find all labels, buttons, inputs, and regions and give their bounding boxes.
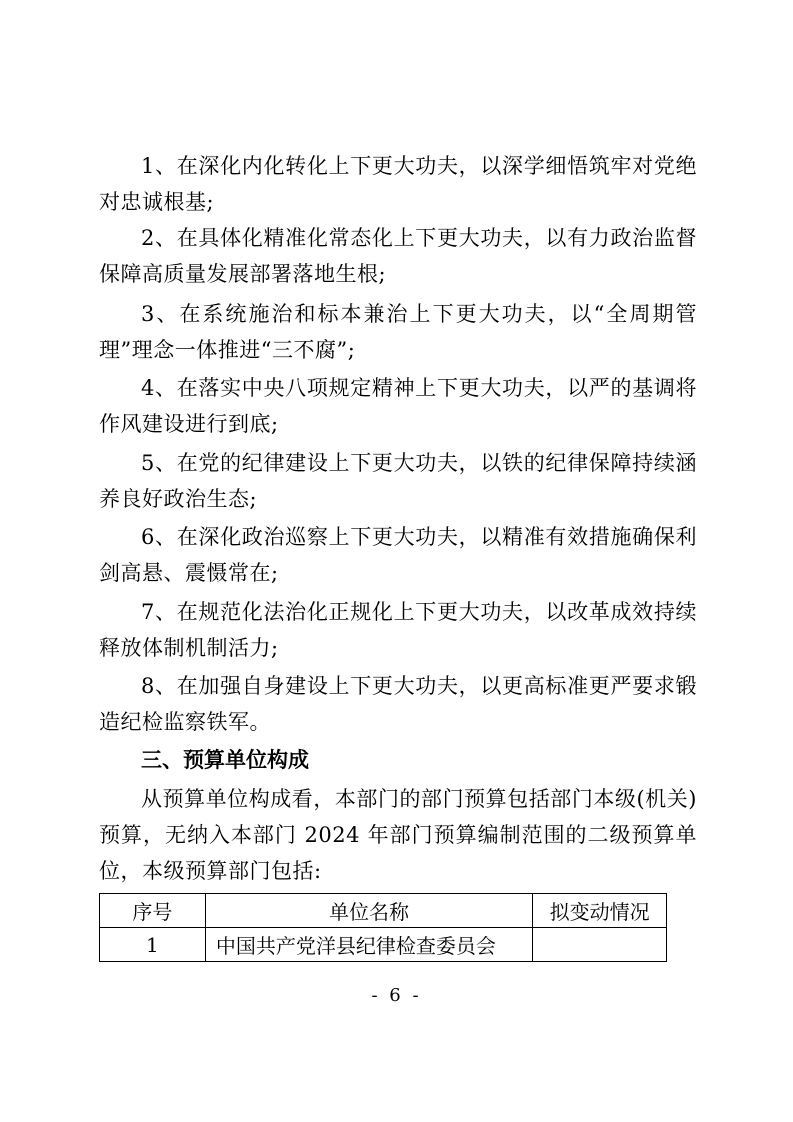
cell-unit-name: 中国共产党洋县纪律检查委员会 — [205, 928, 532, 962]
list-item-4: 4、在落实中央八项规定精神上下更大功夫，以严的基调将作风建设进行到底; — [99, 376, 697, 436]
table-row — [100, 928, 667, 962]
page-number: - 6 - — [371, 985, 422, 1006]
section-heading: 三、预算单位构成 — [141, 747, 309, 772]
budget-units-table — [99, 893, 667, 962]
list-item-5: 5、在党的纪律建设上下更大功夫，以铁的纪律保障持续涵养良好政治生态; — [99, 451, 697, 511]
cell-change-status — [533, 928, 667, 962]
list-item-1: 1、在深化内化转化上下更大功夫，以深学细悟筑牢对党绝对忠诚根基; — [99, 154, 697, 214]
header-unit-name: 单位名称 — [205, 894, 532, 928]
header-serial: 序号 — [100, 894, 206, 928]
section-body: 从预算单位构成看，本部门的部门预算包括部门本级(机关)预算，无纳入本部门 2024 年部门预算编制范围的二级预算单位，本级预算部门包括: — [99, 787, 697, 883]
list-item-2: 2、在具体化精准化常态化上下更大功夫，以有力政治监督保障高质量发展部署落地生根; — [99, 226, 697, 286]
list-item-3: 3、在系统施治和标本兼治上下更大功夫，以“全周期管理”理念一体推进“三不腐”; — [99, 302, 697, 362]
cell-serial: 1 — [100, 928, 206, 962]
list-item-8: 8、在加强自身建设上下更大功夫，以更高标准更严要求锻造纪检监察铁军。 — [99, 674, 697, 734]
header-change-status: 拟变动情况 — [533, 894, 667, 928]
list-item-6: 6、在深化政治巡察上下更大功夫，以精准有效措施确保利剑高悬、震慑常在; — [99, 525, 697, 585]
table-header-row — [100, 894, 667, 928]
list-item-7: 7、在规范化法治化正规化上下更大功夫，以改革成效持续释放体制机制活力; — [99, 600, 697, 660]
